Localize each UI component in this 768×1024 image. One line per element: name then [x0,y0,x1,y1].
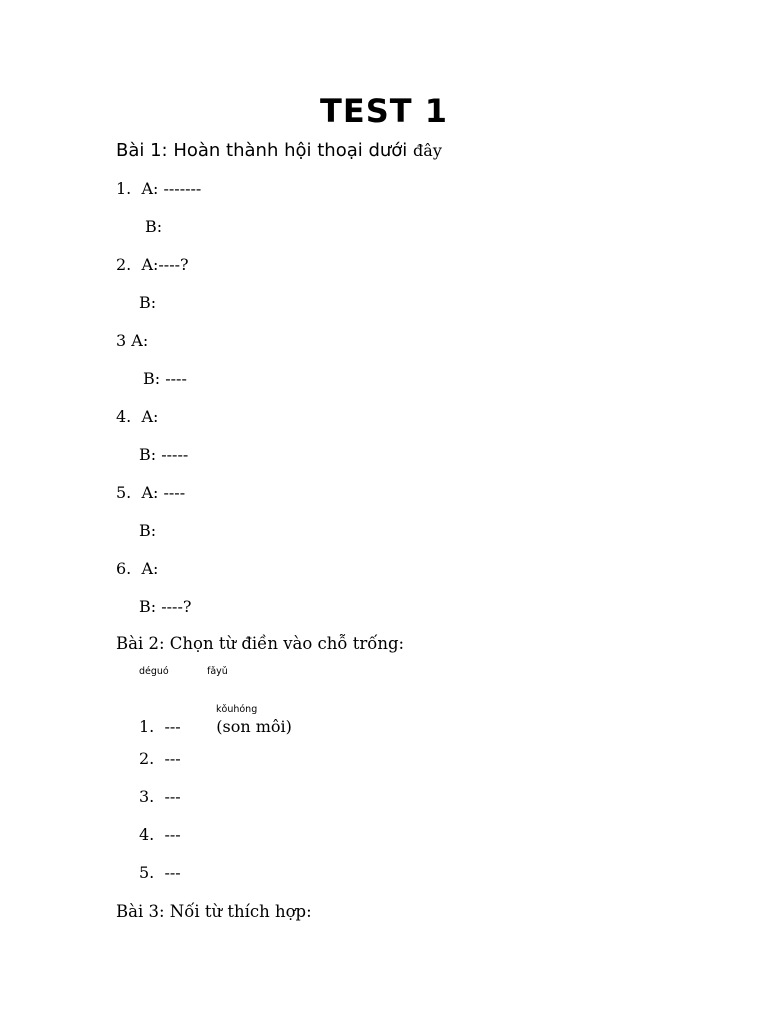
part2-item: 2. --- [139,749,181,768]
part1-line: 6. A: [116,559,164,578]
part2-item: 4. --- [139,825,181,844]
part1-line: B: ---- [143,369,187,388]
part1-line: B: [145,217,168,236]
page-title: TEST 1 [320,92,448,130]
part2-item: 1. --- (son môi) [139,717,292,736]
pinyin-label: fǎyǔ [207,666,228,677]
part1-line: B: ----- [139,445,189,464]
part1-line: 3 A: [116,331,154,350]
part1-line: 2. A:----? [116,255,189,274]
pinyin-label: déguó [139,666,169,677]
part2-heading: Bài 2: Chọn từ điền vào chỗ trống: [116,634,405,653]
part1-heading [116,140,442,161]
part1-line: 5. A: ---- [116,483,186,502]
part2-item: 3. --- [139,787,181,806]
part3-heading: Bài 3: Nối từ thích hợp: [116,902,312,921]
part1-line: 1. A: ------- [116,179,202,198]
part1-heading-main: Bài 1: Hoàn thành hội thoại dưới [116,140,408,161]
part2-item: 5. --- [139,863,181,882]
part1-heading-tail: đây [413,141,442,160]
part1-line: B: [139,521,162,540]
pinyin-label: kǒuhóng [216,704,258,715]
part1-line: 4. A: [116,407,164,426]
part1-line: B: ----? [139,597,192,616]
part1-line: B: [139,293,162,312]
